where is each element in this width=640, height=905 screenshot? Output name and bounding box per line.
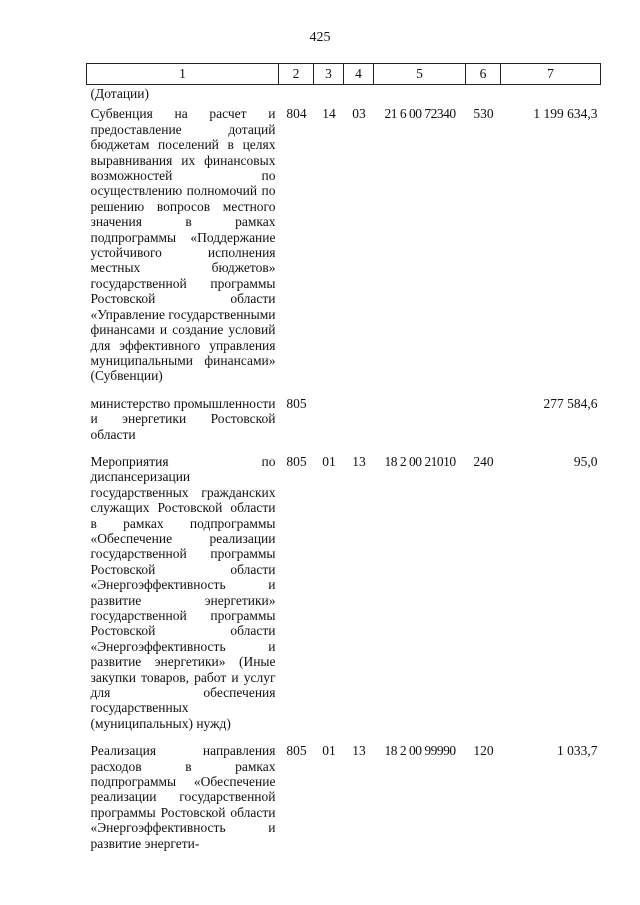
header-col-6: 6 [466,64,501,85]
row-expense-type: 240 [473,453,494,469]
row-section: 14 [322,106,336,122]
row-description: Субвенция на расчет и предоставление дотаций бюджетам поселений в целях выравнивания их финансовых возможностей по осуществлению полномочий по решению вопросов местного значения в рамках подпрограммы «Поддержание устойчивого исполнения местных бюджетов» государственной программы Ростовской области «Управление государственными финансами и создание условий для эффективного управления муниципальными финансами» (Субвенции) [90,106,276,384]
table-row [87,85,601,107]
row-section: 01 [322,453,336,469]
row-expense-type [466,396,501,454]
header-col-5: 5 [374,64,466,85]
header-col-3: 3 [314,64,344,85]
row-description: Мероприятия по диспансеризации государственных гражданских служащих Ростовской области в рамках подпрограммы «Обеспечение реализации государственной программы Ростовской области «Энергоэффективность и развитие энергетики» государственной программы Ростовской области «Энергоэффективность и развитие энергетики» (Иные закупки товаров, работ и услуг для обеспечения государственных (муниципальных) нужд) [90,453,276,731]
page-number: 425 [309,30,331,45]
row-description: Реализация направления расходов в рамках подпрограммы «Обеспечение реализации государственной программы Ростовской области «Энергоэффективность и развитие энергети- [90,743,276,851]
row-target-code: 21 6 00 72340 [384,106,456,122]
row-amount: 1 033,7 [557,743,598,759]
row-target-code [374,396,466,454]
row-target-code [374,85,466,107]
row-ministry-code [279,85,314,107]
row-target-code: 18 2 00 99990 [384,743,456,759]
row-ministry-code: 805 [286,743,307,759]
table-row [87,743,601,851]
row-section: 01 [322,743,336,759]
table-row [87,396,601,454]
row-amount: 1 199 634,3 [533,106,598,122]
row-expense-type [466,85,501,107]
row-ministry-code: 805 [286,395,307,411]
header-col-7: 7 [501,64,601,85]
row-subsection [344,85,374,107]
row-amount: 95,0 [573,453,598,469]
table-row [87,454,601,743]
row-subsection: 13 [352,453,366,469]
row-subsection: 03 [352,106,366,122]
row-subsection: 13 [352,743,366,759]
row-expense-type: 530 [473,106,494,122]
row-amount [501,85,601,107]
row-section [314,85,344,107]
row-expense-type: 120 [473,743,494,759]
header-col-1: 1 [87,64,279,85]
budget-table [86,63,601,851]
table-row [87,106,601,395]
row-ministry-code: 805 [286,453,307,469]
row-section [314,396,344,454]
row-target-code: 18 2 00 21010 [384,453,456,469]
row-description: (Дотации) [90,86,150,101]
row-amount: 277 584,6 [543,395,598,411]
row-ministry-code: 804 [286,106,307,122]
header-col-2: 2 [279,64,314,85]
header-row [87,64,601,85]
row-description: министерство промышленности и энергетики Ростовской области [90,395,276,442]
row-subsection [344,396,374,454]
header-col-4: 4 [344,64,374,85]
